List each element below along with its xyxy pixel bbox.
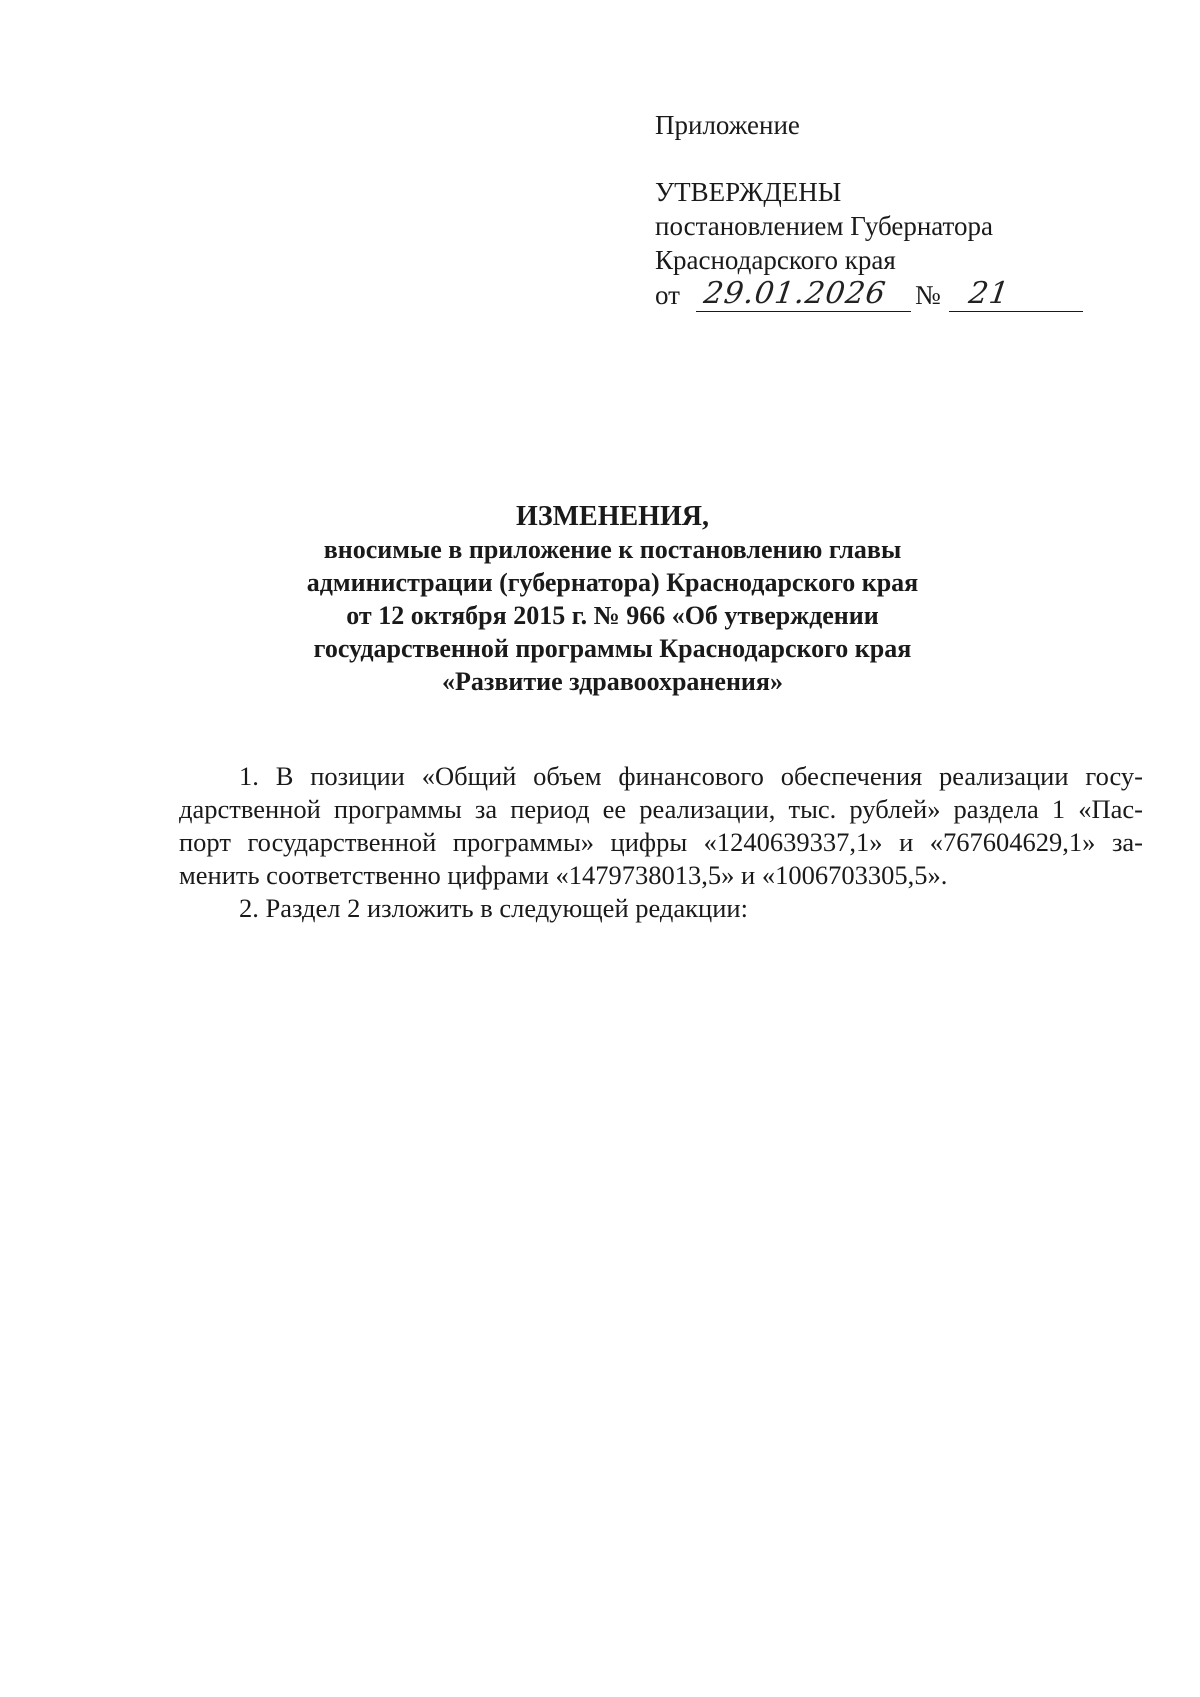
paragraph-line: 1. В позиции «Общий объем финансового обеспечения реализации госу- (239, 761, 1143, 791)
from-label: от (655, 280, 680, 310)
heading-line: вносимые в приложение к постановлению главы (323, 535, 902, 564)
approved-by-line: постановлением Губернатора (655, 211, 993, 241)
date-field (696, 276, 911, 312)
heading-line: государственной программы Краснодарского края (313, 634, 912, 663)
paragraph-line: дарственной программы за период ее реализации, тыс. рублей» раздела 1 «Пас- (179, 794, 1143, 824)
handwritten-number: 21 (966, 276, 1012, 311)
handwritten-date: 29.01.2026 (701, 276, 889, 311)
heading-line: администрации (губернатора) Краснодарского края (306, 568, 919, 597)
paragraph-line: менить соответственно цифрами «1479738013,5» и «1006703305,5». (179, 860, 948, 890)
approval-block (655, 108, 1115, 312)
document-heading (250, 500, 975, 698)
paragraph-2 (179, 892, 1143, 925)
document-body (179, 760, 1143, 925)
paragraph-line: порт государственной программы» цифры «1240639337,1» и «767604629,1» за- (179, 827, 1143, 857)
paragraph-line: 2. Раздел 2 изложить в следующей редакции: (239, 893, 748, 923)
paragraph-1 (179, 760, 1143, 892)
heading-title: ИЗМЕНЕНИЯ, (516, 501, 709, 532)
approved-region-line: Краснодарского края (655, 245, 896, 275)
heading-line: «Развитие здравоохранения» (442, 667, 783, 696)
number-field (949, 276, 1083, 312)
appendix-label: Приложение (655, 110, 800, 140)
heading-line: от 12 октября 2015 г. № 966 «Об утверждении (346, 601, 879, 630)
number-label: № (914, 280, 941, 310)
date-number-line (655, 278, 1115, 312)
approved-label: УТВЕРЖДЕНЫ (655, 177, 842, 207)
